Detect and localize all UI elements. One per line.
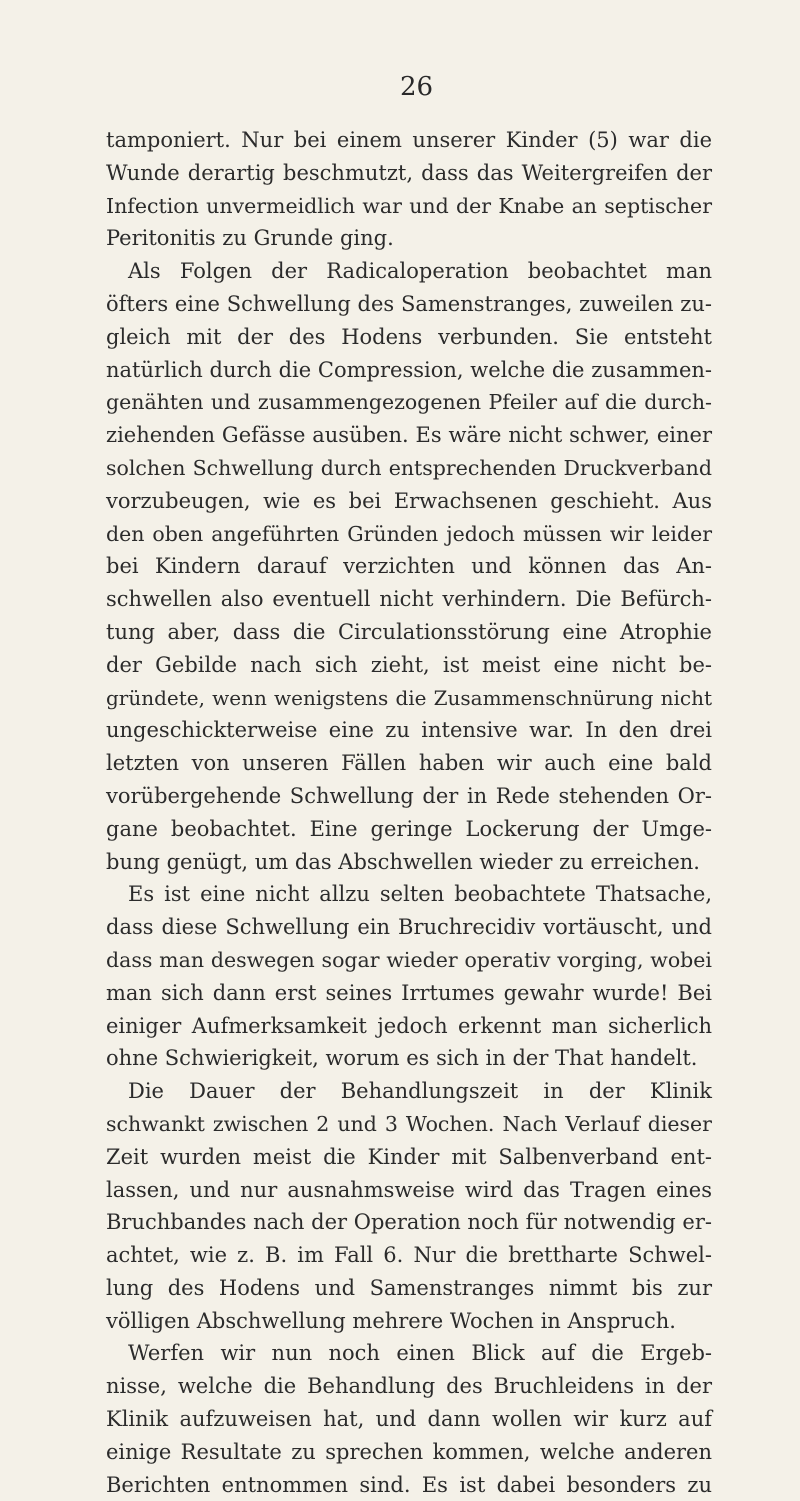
text-line: Die Dauer der Behandlungszeit in der Klinik bbox=[128, 1079, 712, 1104]
text-line: den oben angeführten Gründen jedoch müssen wir leider bbox=[106, 521, 712, 546]
text-line: bei Kindern darauf verzichten und können das An- bbox=[106, 554, 712, 579]
text-line: dass man deswegen sogar wieder operativ vorging, wobei bbox=[106, 947, 712, 972]
text-line: schwankt zwischen 2 und 3 Wochen. Nach Verlauf dieser bbox=[106, 1111, 712, 1136]
text-line: ungeschickterweise eine zu intensive war. In den drei bbox=[106, 718, 712, 743]
text-line: vorübergehende Schwellung der in Rede stehenden Or- bbox=[106, 783, 712, 808]
text-line: man sich dann erst seines Irrtumes gewahr wurde! Bei bbox=[106, 980, 712, 1005]
text-line: ohne Schwierigkeit, worum es sich in der That handelt. bbox=[106, 1046, 698, 1071]
text-line: lung des Hodens und Samenstranges nimmt bis zur bbox=[106, 1275, 712, 1300]
text-line: Peritonitis zu Grunde ging. bbox=[106, 226, 394, 251]
text-line: gane beobachtet. Eine geringe Lockerung der Umge- bbox=[106, 816, 712, 841]
text-line: Infection unvermeidlich war und der Knabe an septischer bbox=[106, 193, 712, 218]
text-line: Bruchbandes nach der Operation noch für notwendig er- bbox=[106, 1210, 712, 1235]
text-line: einige Resultate zu sprechen kommen, welche anderen bbox=[106, 1439, 712, 1464]
text-line: gleich mit der des Hodens verbunden. Sie entsteht bbox=[106, 324, 712, 349]
text-line: öfters eine Schwellung des Samenstranges, zuweilen zu- bbox=[106, 291, 712, 316]
text-line: Berichten entnommen sind. Es ist dabei besonders zu bbox=[106, 1472, 712, 1497]
text-line: tung aber, dass die Circulationsstörung eine Atrophie bbox=[106, 619, 712, 644]
text-line: der Gebilde nach sich zieht, ist meist eine nicht be- bbox=[106, 652, 712, 677]
text-line: tamponiert. Nur bei einem unserer Kinder (5) war die bbox=[106, 128, 712, 152]
text-line: bung genügt, um das Abschwellen wieder zu erreichen. bbox=[106, 849, 700, 874]
text-line: Wunde derartig beschmutzt, dass das Weitergreifen der bbox=[106, 160, 712, 185]
text-line: natürlich durch die Compression, welche die zusammen- bbox=[106, 357, 712, 382]
text-line: Es ist eine nicht allzu selten beobachtete Thatsache, bbox=[128, 882, 712, 907]
text-line: schwellen also eventuell nicht verhindern. Die Befürch- bbox=[106, 587, 712, 612]
body-text bbox=[106, 124, 712, 1501]
text-line: gründete, wenn wenigstens die Zusammenschnürung nicht bbox=[106, 685, 712, 710]
text-line: ziehenden Gefässe ausüben. Es wäre nicht schwer, einer bbox=[106, 423, 712, 448]
text-line: achtet, wie z. B. im Fall 6. Nur die brettharte Schwel- bbox=[106, 1243, 712, 1268]
text-line: lassen, und nur ausnahmsweise wird das Tragen eines bbox=[106, 1177, 712, 1202]
text-line: vorzubeugen, wie es bei Erwachsenen geschieht. Aus bbox=[106, 488, 712, 513]
text-line: Als Folgen der Radicaloperation beobachtet man bbox=[128, 259, 712, 284]
text-line: letzten von unseren Fällen haben wir auch eine bald bbox=[106, 751, 712, 776]
text-line: nisse, welche die Behandlung des Bruchleidens in der bbox=[106, 1374, 712, 1399]
text-line: solchen Schwellung durch entsprechenden Druckverband bbox=[106, 455, 712, 480]
text-line: einiger Aufmerksamkeit jedoch erkennt man sicherlich bbox=[106, 1013, 712, 1038]
text-line: Werfen wir nun noch einen Blick auf die Ergeb- bbox=[128, 1341, 712, 1366]
text-line: dass diese Schwellung ein Bruchrecidiv vortäuscht, und bbox=[106, 915, 712, 940]
text-line: Klinik aufzuweisen hat, und dann wollen wir kurz auf bbox=[106, 1407, 712, 1432]
page-number: 26 bbox=[400, 72, 434, 102]
text-line: genähten und zusammengezogenen Pfeiler auf die durch- bbox=[106, 390, 712, 415]
text-line: völligen Abschwellung mehrere Wochen in Anspruch. bbox=[106, 1308, 676, 1333]
text-line: Zeit wurden meist die Kinder mit Salbenverband ent- bbox=[106, 1144, 712, 1169]
